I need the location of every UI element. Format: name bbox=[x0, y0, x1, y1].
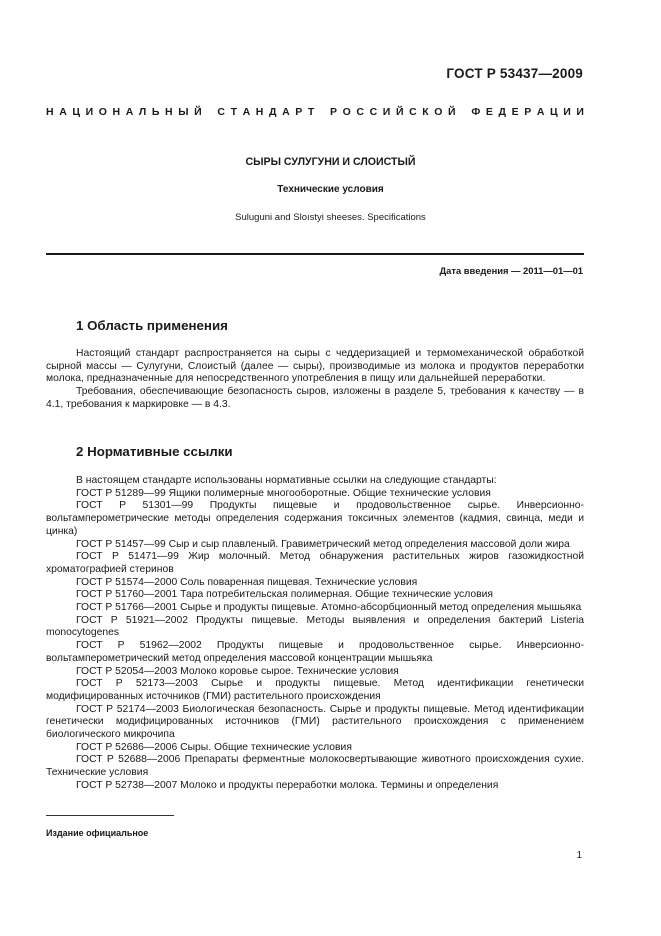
page-number: 1 bbox=[576, 850, 582, 861]
reference-item: ГОСТ Р 52054—2003 Молоко коровье сырое. Технические условия bbox=[76, 665, 399, 677]
footer-divider bbox=[46, 815, 174, 816]
official-edition-label: Издание официальное bbox=[46, 828, 149, 838]
banner-word: Р О С С И Й С К О Й bbox=[330, 106, 456, 118]
section-2-body bbox=[46, 475, 584, 793]
reference-item: ГОСТ Р 52173—2003 Сырье и продукты пищевые. Метод идентификации генетически модифицированных источников (ГМИ) растительного происхождения bbox=[46, 678, 584, 702]
reference-item: ГОСТ Р 52688—2006 Препараты ферментные молокосвертывающие животного происхождения сухие. Технические условия bbox=[46, 754, 584, 779]
reference-item: ГОСТ Р 52738—2007 Молоко и продукты переработки молока. Термины и определения bbox=[76, 779, 499, 791]
reference-item: ГОСТ Р 51457—99 Сыр и сыр плавленый. Гравиметрический метод определения массовой доли жира bbox=[76, 538, 570, 550]
reference-item: ГОСТ Р 52686—2006 Сыры. Общие технические условия bbox=[76, 741, 352, 753]
reference-item: ГОСТ Р 52174—2003 Биологическая безопасность. Сырье и продукты пищевые. Метод идентификации генетически модифицированных источников (ГМИ) растительного происхождения с применением биологического микрочипа bbox=[46, 703, 584, 741]
reference-item: ГОСТ Р 51471—99 Жир молочный. Метод обнаружения растительных жиров газожидкостной хроматографией стеринов bbox=[46, 551, 584, 575]
reference-item: ГОСТ Р 51921—2002 Продукты пищевые. Методы выявления и определения бактерий Listeria monocytogenes bbox=[46, 614, 584, 639]
document-title: СЫРЫ СУЛУГУНИ И СЛОИСТЫЙ bbox=[245, 156, 416, 168]
banner-word: С Т А Н Д А Р Т bbox=[217, 106, 315, 118]
section-1-heading: 1 Область применения bbox=[76, 318, 228, 333]
banner-word: Ф Е Д Е Р А Ц И И bbox=[471, 106, 584, 118]
introduction-date: Дата введения — 2011—01—01 bbox=[439, 265, 583, 276]
standard-code: ГОСТ Р 53437—2009 bbox=[446, 66, 583, 81]
references-intro: В настоящем стандарте использованы нормативные ссылки на следующие стандарты: bbox=[76, 475, 497, 486]
reference-item: ГОСТ Р 51760—2001 Тара потребительская полимерная. Общие технические условия bbox=[76, 589, 494, 601]
reference-item: ГОСТ Р 51289—99 Ящики полимерные многооборотные. Общие технические условия bbox=[76, 487, 491, 499]
banner-word: Н А Ц И О Н А Л Ь Н Ы Й bbox=[46, 106, 202, 118]
section-1-paragraph: Настоящий стандарт распространяется на сыры с чеддеризацией и термомеханической обработкой сырной массы — Сулугуни, Слоистый (далее — сыры), производимые из молока и продуктов переработки молока, предназначенные для непосредственного употребления в пищу или дальнейшей переработки. bbox=[46, 348, 584, 385]
reference-item: ГОСТ Р 51301—99 Продукты пищевые и продовольственное сырье. Инверсионно-вольтамперометрические методы определения содержания токсичных элементов (кадмия, свинца, меди и цинка) bbox=[46, 500, 584, 537]
national-standard-banner bbox=[46, 106, 584, 118]
document-subtitle: Технические условия bbox=[277, 184, 384, 195]
english-title: Suluguni and Sloıstyi sheeses. Specifications bbox=[235, 212, 426, 223]
section-1-paragraph: Требования, обеспечивающие безопасность сыров, изложены в разделе 5, требования к качеству — в 4.1, требования к маркировке — в 4.3. bbox=[46, 386, 584, 410]
reference-list bbox=[46, 488, 584, 793]
section-1-body bbox=[46, 348, 584, 412]
title-divider bbox=[46, 253, 584, 255]
reference-item: ГОСТ Р 51574—2000 Соль поваренная пищевая. Технические условия bbox=[76, 576, 418, 588]
reference-item: ГОСТ Р 51962—2002 Продукты пищевые и продовольственное сырье. Инверсионно-вольтамперометрический метод определения массовой концентрации мышьяка bbox=[46, 640, 584, 664]
section-2-heading: 2 Нормативные ссылки bbox=[76, 444, 233, 459]
reference-item: ГОСТ Р 51766—2001 Сырье и продукты пищевые. Атомно-абсорбционный метод определения мышьяка bbox=[76, 602, 582, 614]
